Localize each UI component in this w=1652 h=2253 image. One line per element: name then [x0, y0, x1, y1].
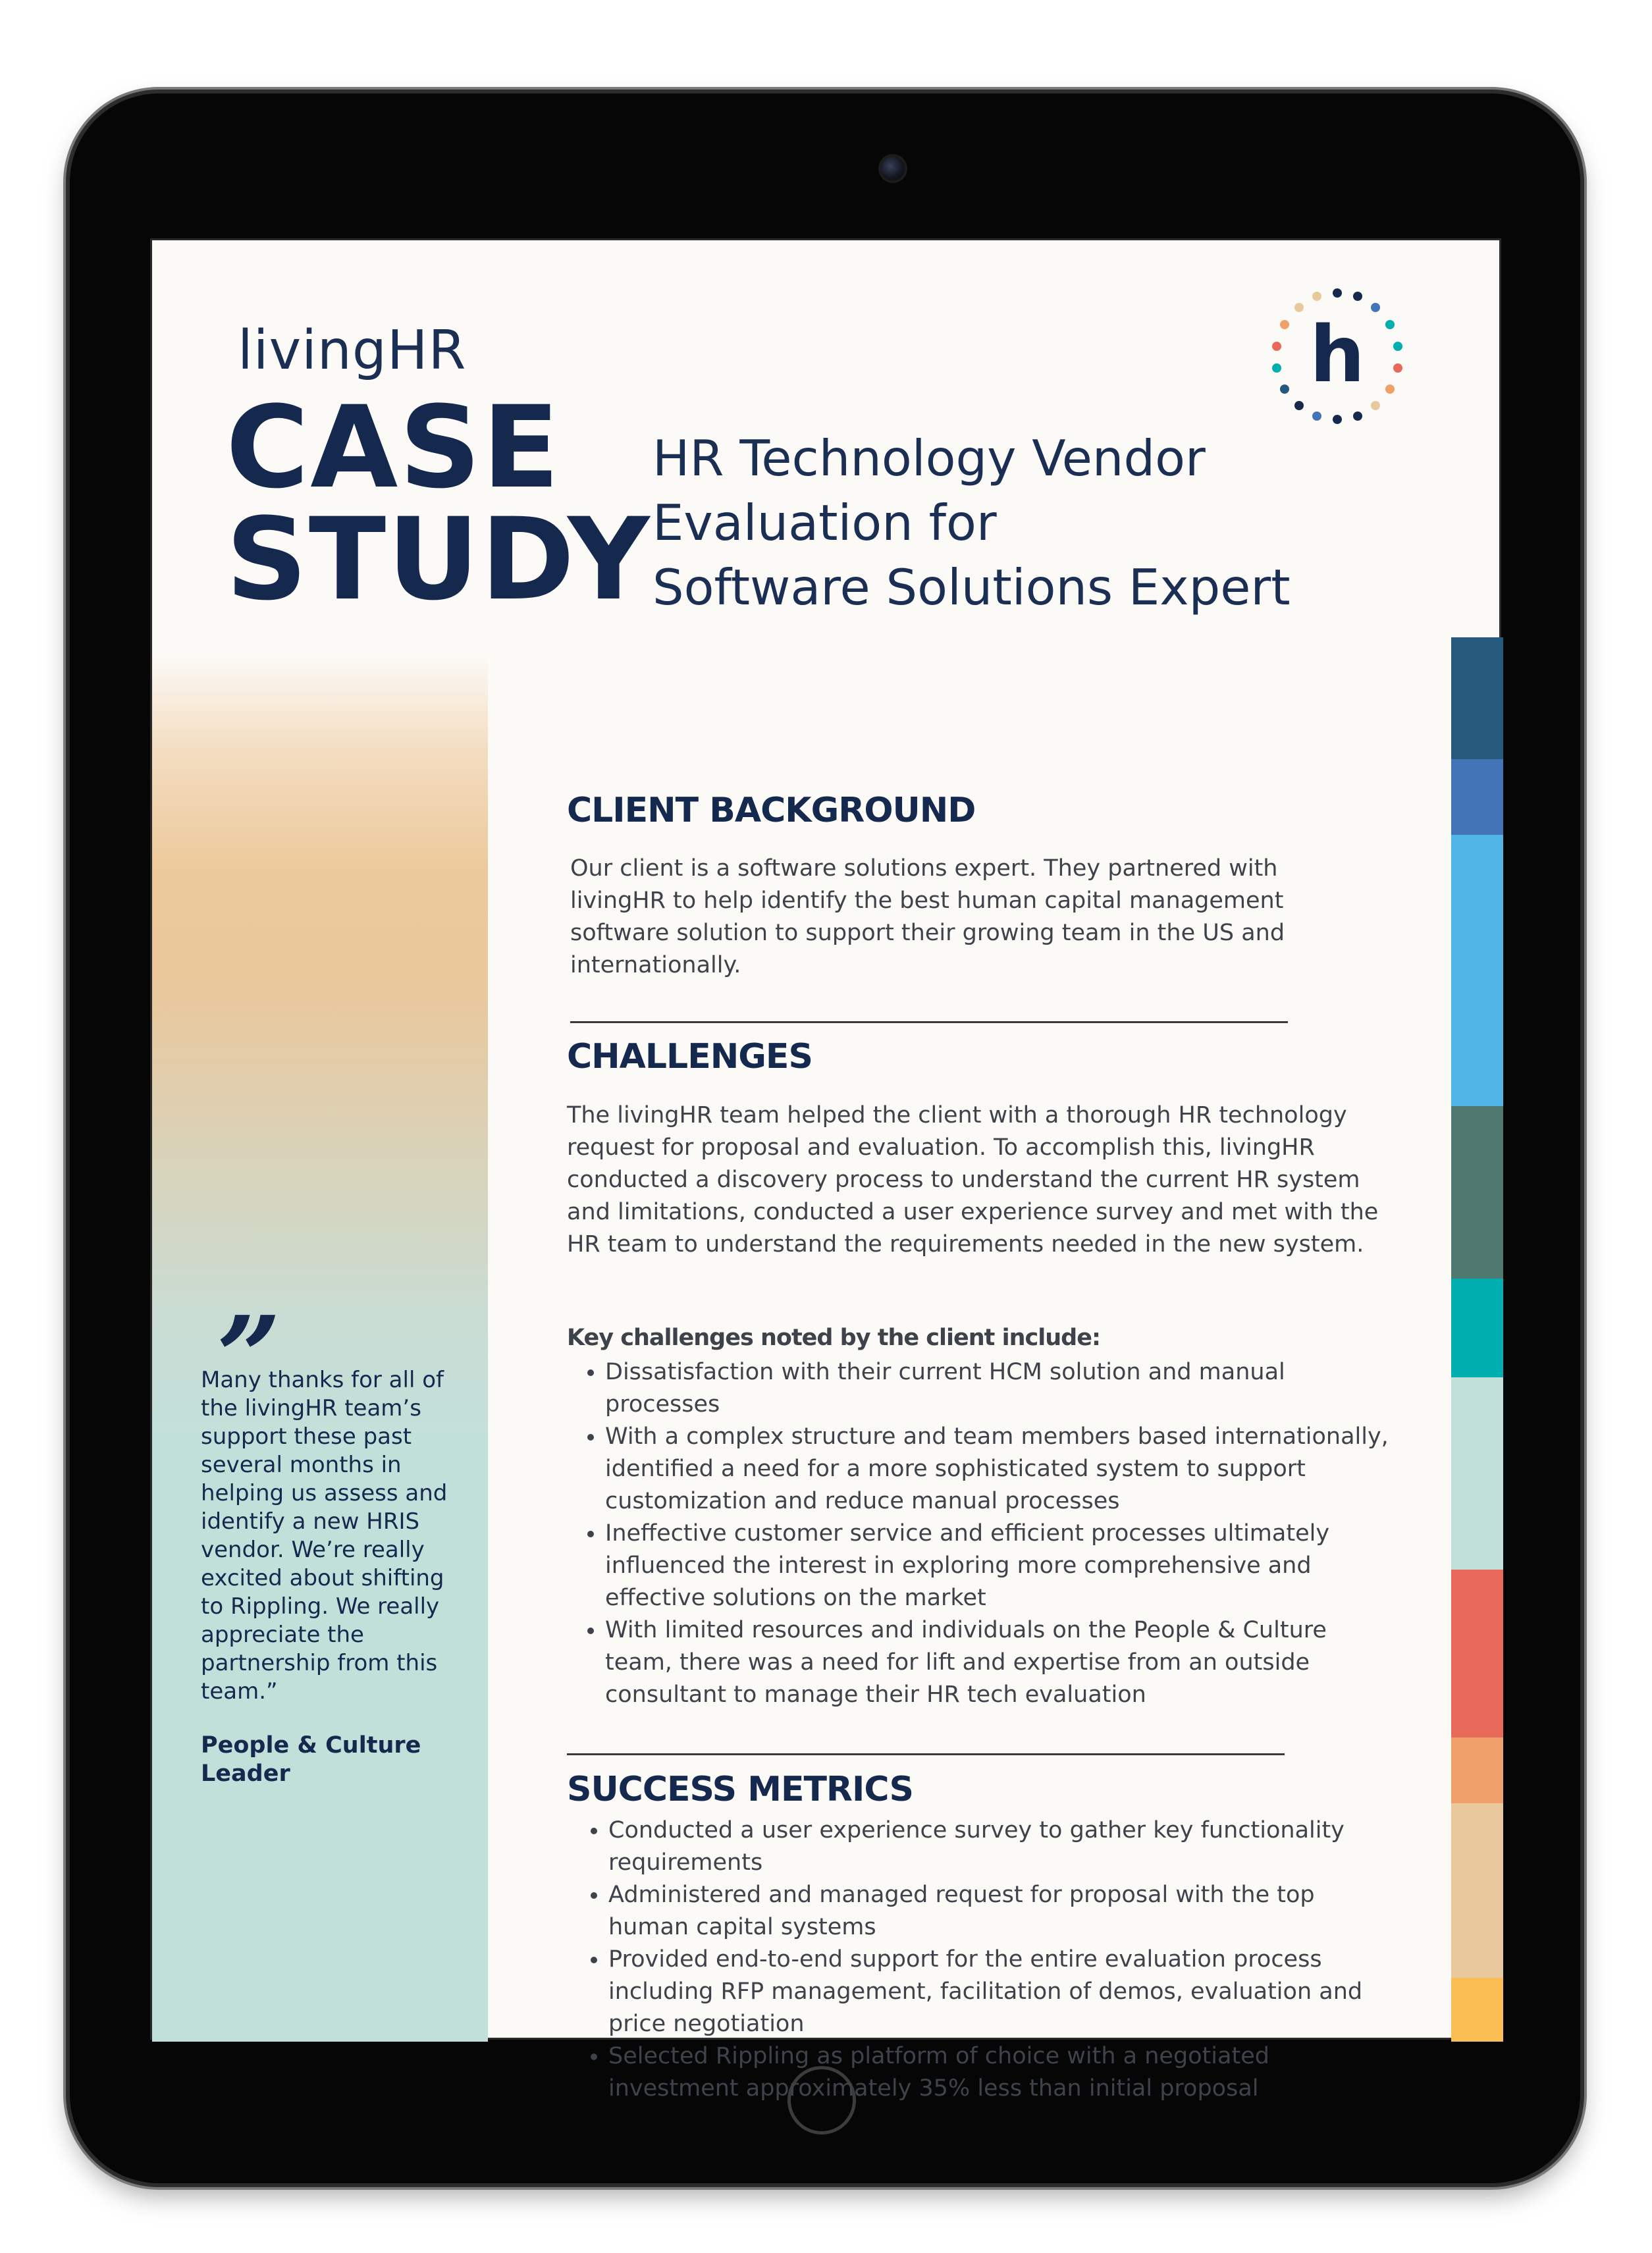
color-block — [1451, 1803, 1503, 1978]
client-background-text: Our client is a software solutions expert. They partnered with livingHR to help identify the best human capital management software solution to support their growing team in the US and internationally. — [570, 855, 1285, 978]
document-title — [653, 426, 1324, 620]
client-background-heading: CLIENT BACKGROUND — [567, 791, 976, 830]
logo-letter: h — [1309, 309, 1366, 400]
camera-icon — [881, 157, 905, 180]
tablet-frame — [70, 93, 1580, 2183]
success-metrics-heading: SUCCESS METRICS — [567, 1770, 913, 1809]
quote-sidebar — [152, 654, 488, 2042]
document-screen — [150, 238, 1501, 2102]
challenges-list — [566, 1356, 1395, 1711]
list-item: • With limited resources and individuals on the People & Culture team, there was a need for lift and expertise from an outside consultant to manage their HR tech evaluation — [605, 1614, 1395, 1711]
case-study-line-1: CASE — [226, 381, 561, 514]
color-block — [1451, 759, 1503, 835]
color-block — [1451, 1570, 1503, 1737]
section-divider — [570, 1021, 1288, 1023]
color-block — [1451, 1737, 1503, 1803]
list-item: • With a complex structure and team members based internationally, identified a need for a more sophisticated system to support customization and reduce manual processes — [605, 1421, 1395, 1518]
testimonial-quote: Many thanks for all of the livingHR team’s support these past several months in helping us assess and identify a new HRIS vendor. We’re really excited about shifting to Rippling. We really appreciate the partnership from this team.” — [201, 1367, 448, 1705]
livinghr-logo-icon — [1265, 284, 1410, 429]
document-title-line-3: Software Solutions Expert — [653, 558, 1291, 616]
list-item: • Selected Rippling as platform of choice with a negotiated investment approximately 35% less than initial proposal — [608, 2040, 1399, 2105]
list-item: • Conducted a user experience survey to gather key functionality requirements — [608, 1815, 1399, 1879]
color-block — [1451, 1978, 1503, 2042]
document-title-line-2: Evaluation for — [653, 494, 997, 552]
challenges-heading: CHALLENGES — [567, 1037, 813, 1076]
color-block — [1451, 1106, 1503, 1279]
testimonial-author: People & Culture Leader — [201, 1732, 421, 1787]
case-study-title — [226, 381, 651, 625]
list-item: • Dissatisfaction with their current HCM solution and manual processes — [605, 1356, 1395, 1421]
color-block — [1451, 835, 1503, 1106]
key-challenges-label: Key challenges noted by the client include: — [567, 1325, 1100, 1351]
color-stripe — [1451, 637, 1503, 2042]
quote-mark-icon: ” — [217, 1292, 281, 1423]
challenges-text: The livingHR team helped the client with a thorough HR technology request for proposal and evaluation. To accomplish this, livingHR conducted a discovery process to understand the current HR system and limitations, conducted a user experience survey and met with the HR team to understand the requirements needed in the new system. — [567, 1102, 1379, 1258]
section-divider — [567, 1753, 1285, 1755]
list-item: • Ineffective customer service and efficient processes ultimately influenced the interest in exploring more comprehensive and effective solutions on the market — [605, 1518, 1395, 1614]
color-block — [1451, 1279, 1503, 1377]
brand-name: livingHR — [238, 319, 467, 382]
list-item: • Administered and managed request for proposal with the top human capital systems — [608, 1879, 1399, 1944]
success-metrics-list — [569, 1815, 1399, 2105]
color-block — [1451, 1377, 1503, 1570]
color-block — [1451, 637, 1503, 759]
document-title-line-1: HR Technology Vendor — [653, 429, 1206, 487]
list-item: • Provided end-to-end support for the entire evaluation process including RFP management, facilitation of demos, evaluation and price negotiation — [608, 1944, 1399, 2040]
case-study-line-2: STUDY — [226, 493, 651, 625]
